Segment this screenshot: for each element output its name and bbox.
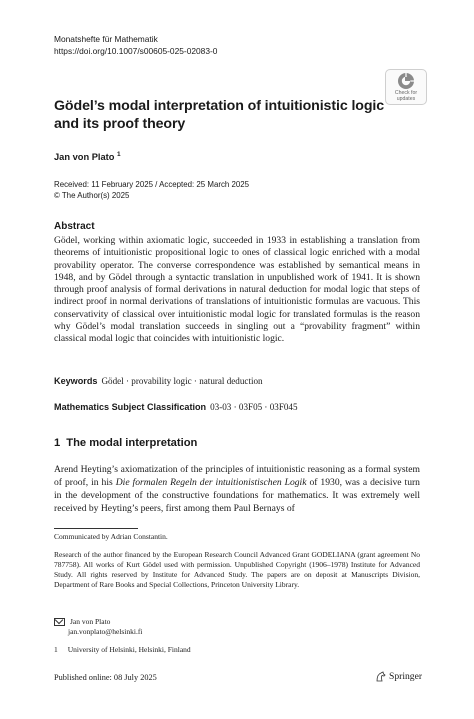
springer-logo [375,671,422,682]
funding-note: Research of the author financed by the European Research Council Advanced Grant GODELIANA (grant agreement No 787758). All works of Kurt Gödel used with permission. Unpublished Copyright (1906–1978) Institute for Advanced Study. All rights reserved by Institute for Advanced Study. The papers are on deposit at Manuscripts Division, Department of Rare Books and Special Collections, Princeton University Library. [54,550,420,590]
journal-header [54,33,217,57]
contact-email[interactable]: jan.vonplato@helsinki.fi [68,627,143,637]
affiliation-number: 1 [54,645,58,654]
copyright-line: © The Author(s) 2025 [54,190,130,200]
msc-text: 03-03 · 03F05 · 03F045 [210,402,298,412]
springer-horse-icon [375,671,386,682]
contact-name: Jan von Plato [70,617,111,626]
abstract-heading: Abstract [54,221,95,232]
affiliation-line [54,645,191,654]
section-number: 1 [54,437,61,449]
author-affiliation-mark: 1 [117,151,121,158]
received-accepted: Received: 11 February 2025 / Accepted: 25 March 2025 [54,180,250,189]
body-text-1: Arend Heyting’s axiomatization of the principles of intuitionistic reasoning as a formal system of proof, in his [54,464,420,488]
journal-name: Monatshefte für Mathematik [54,34,158,44]
affiliation-text: University of Helsinki, Helsinki, Finland [67,645,191,654]
published-online: Published online: 08 July 2025 [54,673,157,682]
body-text-2: of 1930, was a decisive turn in the development of the constructive foundations for mathematics. It was extremely well received by Heyting’s peers, first among them Paul Bernays of [54,476,420,514]
author-line [54,151,121,162]
keywords-text: Gödel · provability logic · natural deduction [101,376,263,386]
envelope-icon [54,618,65,626]
abstract-text: Gödel, working within axiomatic logic, succeeded in 1933 in establishing a translation from theorems of intuitionistic propositional logic to ones of classical logic enriched with a modal provability operator. The converse correspondence was established by semantical means in 1948, and by Gödel through a syntactic translation in unpublished work of 1941. It is shown through proof analysis of formal derivations in natural deduction for modal logic that steps of indirect proof in normal derivations of translations of intuitionistic formulas are vacuous. This conservativity of classical over intuitionistic modal logic for translated formulas is the reason why Gödel’s modal translation succeeds in singling out a “provability fragment” within classical modal logic that coincides with intuitionistic logic. [54,235,420,344]
check-updates-icon [397,72,415,90]
keywords-label: Keywords [54,376,98,386]
body-paragraph [54,464,420,516]
heyting-book-title: Die formalen Regeln der intuitionistischen Logik [115,476,307,488]
msc-line [54,402,298,412]
keywords-line [54,376,263,386]
contact-block [54,617,142,637]
msc-label: Mathematics Subject Classification [54,402,207,412]
publisher-name: Springer [389,671,423,682]
paper-title: Gödel’s modal interpretation of intuitionistic logic and its proof theory [54,98,385,132]
section-heading [54,437,197,449]
dates-block [54,180,249,202]
doi-link[interactable]: https://doi.org/10.1007/s00605-025-02083-0 [54,46,218,56]
check-updates-line1: Check for [394,89,418,96]
section-title: The modal interpretation [66,437,198,449]
footnote-divider [54,528,138,529]
communicated-note: Communicated by Adrian Constantin. [54,532,168,541]
author-name[interactable]: Jan von Plato [54,152,115,162]
check-updates-line2: updates [396,95,416,102]
